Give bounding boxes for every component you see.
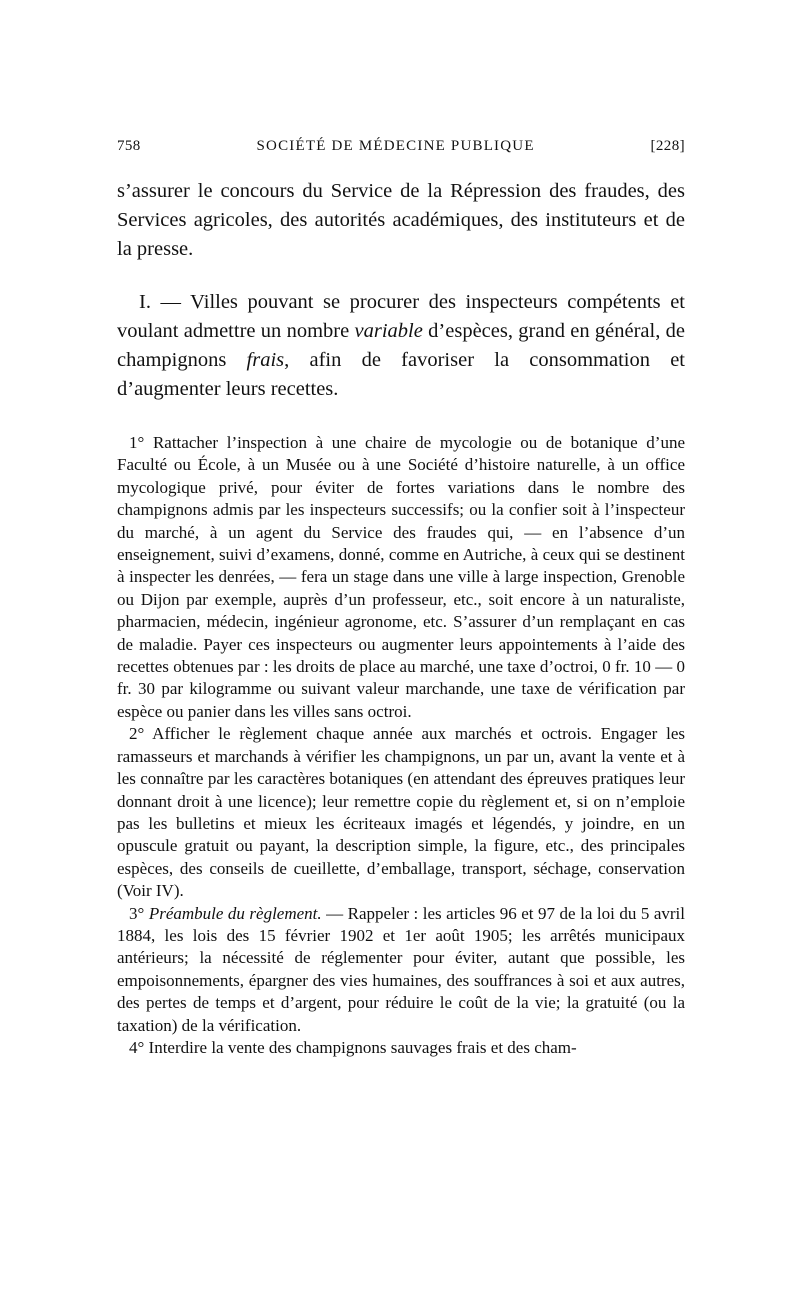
- bracket-page-number: [228]: [650, 138, 685, 154]
- item-1-paragraph: 1° Rattacher l’inspection à une chaire de mycologie ou de botanique d’une Faculté ou École, à un Musée ou à une Société d’histoire naturelle, à un office mycologique privé, pour éviter de fortes variations dans le nombre des champignons admis par les inspecteurs successifs; ou la confier soit à l’inspecteur du marché, à un agent du Service des fraudes qui, — en l’absence d’un enseignement, suivi d’examens, donné, comme en Autriche, à ceux qui se destinent à inspecter les denrées, — fera un stage dans une ville à large inspection, Grenoble ou Dijon par exemple, auprès d’un professeur, etc., soit encore à un naturaliste, pharmacien, médecin, ingénieur agronome, etc. S’assurer d’un remplaçant en cas de maladie. Payer ces inspecteurs ou augmenter leurs appointements à l’aide des recettes obtenues par : les droits de place au marché, une taxe d’octroi, 0 fr. 10 — 0 fr. 30 par kilogramme ou suivant valeur marchande, une taxe de vérification par espèce ou panier dans les villes sans octroi.: [117, 433, 685, 721]
- intro-paragraph: s’assurer le concours du Service de la Répression des fraudes, des Services agricoles, des autorités académiques, des instituteurs et de la presse.: [117, 180, 685, 260]
- item-3-paragraph: [117, 903, 685, 1037]
- section-I-italic-variable: variable: [354, 320, 423, 342]
- numbered-items: [117, 432, 685, 1059]
- main-text: [117, 177, 685, 404]
- item-2-paragraph: 2° Afficher le règlement chaque année aux marchés et octrois. Engager les ramasseurs et marchands à vérifier les champignons, un par un, avant la vente et à les connaître par les caractères botaniques (en attendant des épreuves pratiques leur donnant droit à une licence); leur remettre copie du règlement et, si on n’emploie pas les bulletins et mieux les écriteaux imagés et légendés, y joindre, en un opuscule gratuit ou payant, la description simple, la figure, etc., des principales espèces, des conseils de cueillette, d’emballage, transport, séchage, conservation (Voir IV).: [117, 724, 685, 901]
- item-3-text: — Rappeler : les articles 96 et 97 de la loi du 5 avril 1884, les lois des 15 février 1902 et 1er août 1905; les arrêtés municipaux antérieurs; la nécessité de réglementer pour éviter, autant que possible, les empoisonnements, épargner des vies humaines, des souffrances à soi et aux autres, des pertes de temps et d’argent, pour réduire le coût de la vie; la gratuité (ou la taxation) de la vérification.: [117, 903, 685, 1035]
- section-I-text-2: d’espèces, grand en général, de champignons: [117, 320, 685, 371]
- item-3-number: 3°: [129, 903, 149, 923]
- section-I-text-1: I. — Villes pouvant se procurer des inspecteurs compétents et voulant admettre un nombre: [117, 291, 685, 342]
- section-I-text-3: , afin de favoriser la consommation et d’augmenter leurs recettes.: [117, 349, 685, 400]
- item-4-paragraph: 4° Interdire la vente des champignons sauvages frais et des cham-: [129, 1037, 577, 1057]
- running-header: [117, 138, 685, 155]
- section-I-italic-frais: frais: [246, 349, 285, 371]
- section-I-paragraph: [117, 288, 685, 404]
- item-3-title: Préambule du règlement.: [148, 903, 322, 923]
- document-page: [117, 138, 685, 1059]
- running-title: SOCIÉTÉ DE MÉDECINE PUBLIQUE: [256, 138, 535, 154]
- page-number: 758: [117, 138, 141, 154]
